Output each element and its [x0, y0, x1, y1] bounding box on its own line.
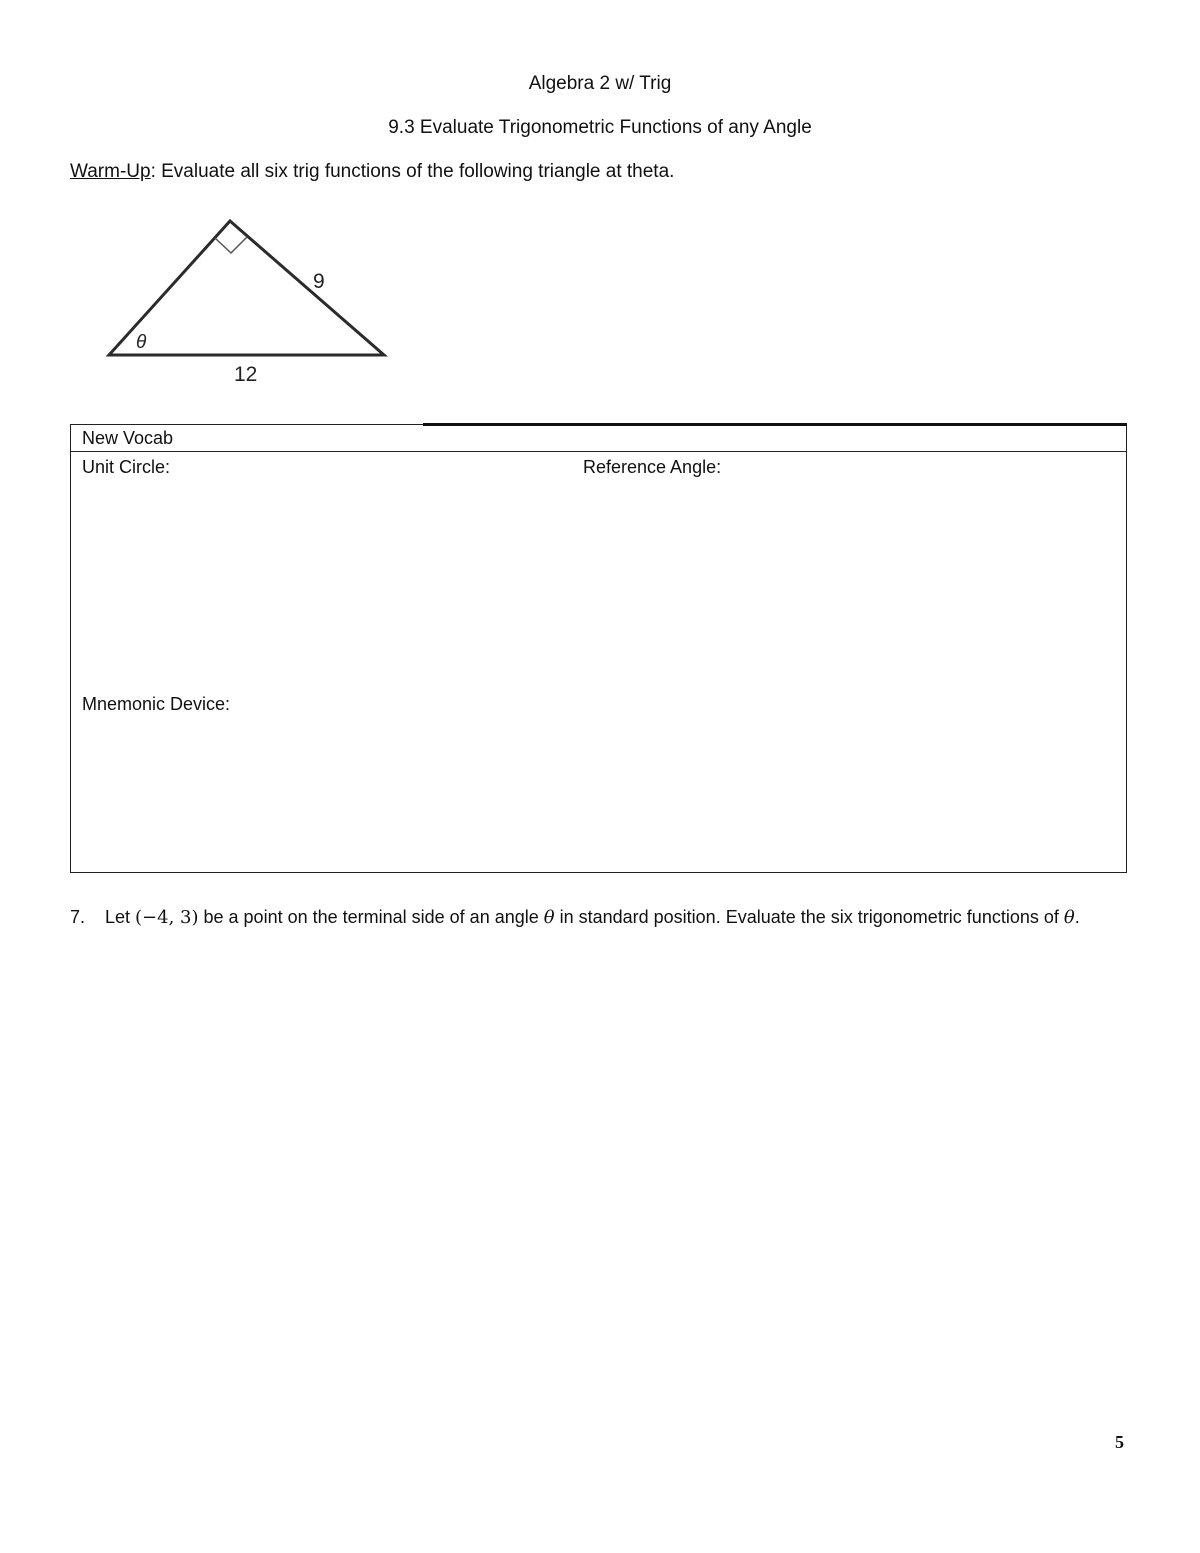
warmup-instruction: Evaluate all six trig functions of the following triangle at theta. [155, 161, 675, 182]
right-angle-marker [215, 237, 247, 253]
question-text-before: Let [105, 907, 136, 927]
question-theta-end: θ [1063, 907, 1075, 928]
warmup-separator: : [150, 161, 156, 182]
question-text [105, 904, 1140, 931]
question-text-middle: be a point on the terminal side of an angle [198, 907, 544, 927]
question-period: . [1074, 907, 1080, 927]
warmup-prompt [70, 161, 674, 183]
question-7 [70, 904, 1140, 931]
triangle-outline [109, 221, 384, 355]
reference-angle-label: Reference Angle: [583, 457, 722, 477]
theta-angle-label: θ [136, 332, 147, 353]
question-point: (−4, 3) [135, 907, 199, 928]
new-vocab-box [70, 424, 1127, 873]
question-text-after: in standard position. Evaluate the six trigonometric functions of [554, 907, 1064, 927]
warmup-label: Warm-Up [70, 161, 151, 182]
question-theta: θ [543, 907, 555, 928]
question-number: 7. [70, 907, 86, 927]
mnemonic-device-label: Mnemonic Device: [82, 694, 231, 714]
page-number: 5 [1115, 1432, 1124, 1452]
page-title-course: Algebra 2 w/ Trig [528, 73, 672, 94]
vocab-heading: New Vocab [71, 425, 1126, 452]
right-triangle-diagram [95, 205, 395, 390]
base-label-12: 12 [234, 363, 258, 386]
page-title-lesson: 9.3 Evaluate Trigonometric Functions of any Angle [388, 117, 812, 138]
side-label-9: 9 [313, 270, 325, 293]
unit-circle-label: Unit Circle: [82, 457, 171, 477]
